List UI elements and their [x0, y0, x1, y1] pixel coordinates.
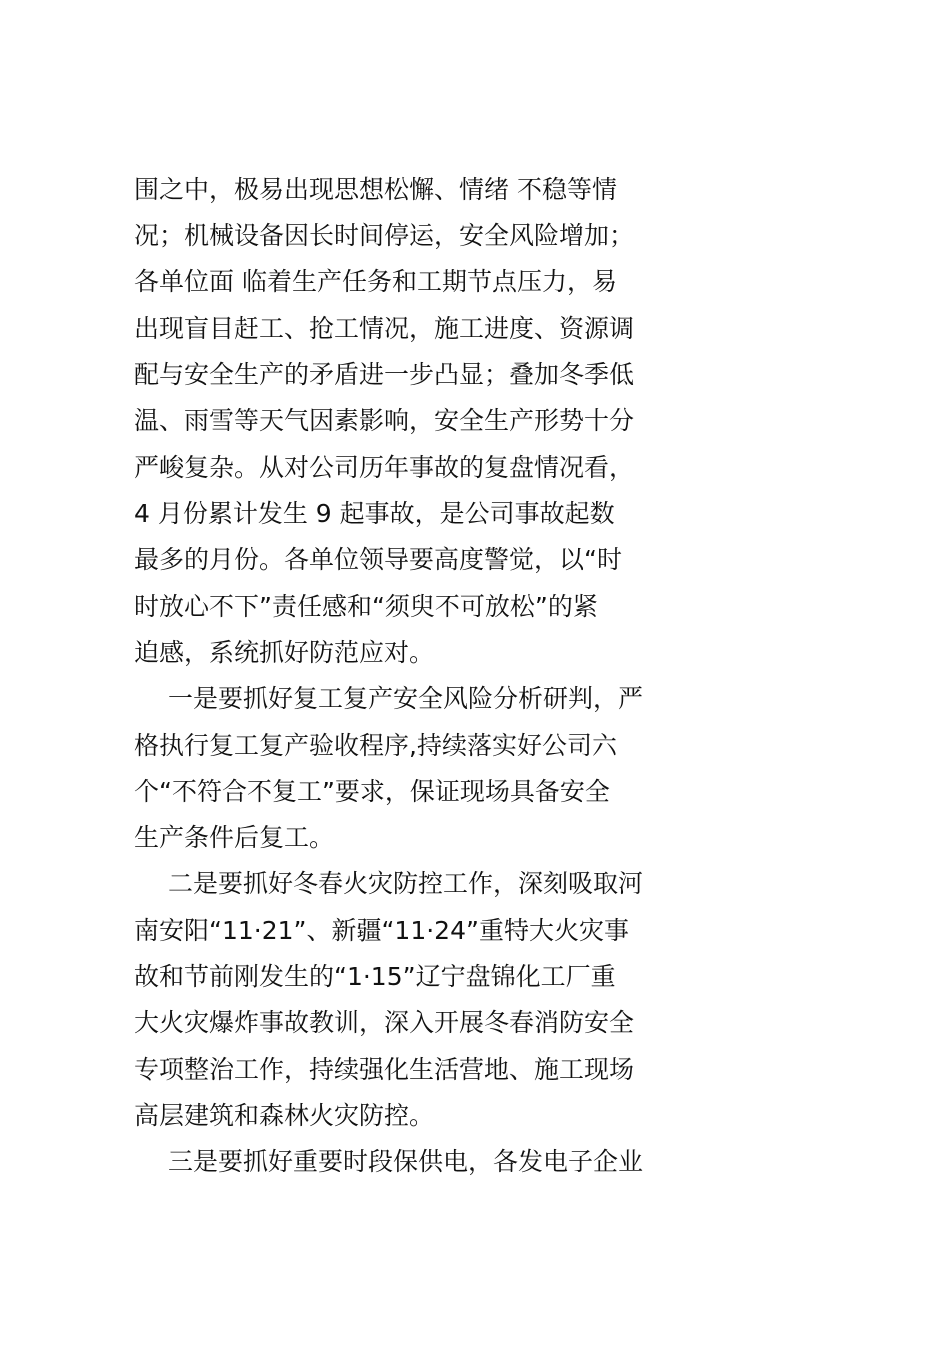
paragraph-line: 生产条件后复工。: [134, 823, 335, 852]
paragraph-line: 4 月份累计发生 9 起事故，是公司事故起数: [134, 499, 615, 528]
paragraph-line: 专项整治工作，持续强化生活营地、施工现场: [134, 1055, 635, 1084]
paragraph-first-line: 二是要抓好冬春火灾防控工作，深刻吸取河: [168, 869, 644, 898]
paragraph-line: 迫感，系统抓好防范应对。: [134, 638, 435, 667]
paragraph-line: 围之中，极易出现思想松懈、情绪 不稳等情: [134, 175, 617, 204]
paragraph-line: 个“不符合不复工”要求，保证现场具备安全: [134, 777, 610, 806]
paragraph-line: 严峻复杂。从对公司历年事故的复盘情况看，: [134, 453, 635, 482]
paragraph-line: 格执行复工复产验收程序,持续落实好公司六: [134, 731, 617, 760]
paragraph-line: 时放心不下”责任感和“须臾不可放松”的紧: [134, 592, 598, 621]
paragraph-line: 出现盲目赶工、抢工情况，施工进度、资源调: [134, 314, 635, 343]
paragraph-line: 大火灾爆炸事故教训，深入开展冬春消防安全: [134, 1008, 635, 1037]
paragraph-first-line: 一是要抓好复工复产安全风险分析研判，严: [168, 684, 644, 713]
paragraph-line: 南安阳“11·21”、新疆“11·24”重特大火灾事: [134, 916, 629, 945]
paragraph-line: 况；机械设备因长时间停运，安全风险增加；: [134, 221, 635, 250]
paragraph-first-line: 三是要抓好重要时段保供电，各发电子企业: [168, 1147, 644, 1176]
paragraph-line: 配与安全生产的矛盾进一步凸显；叠加冬季低: [134, 360, 635, 389]
paragraph-line: 各单位面 临着生产任务和工期节点压力，易: [134, 267, 617, 296]
paragraph-line: 高层建筑和森林火灾防控。: [134, 1101, 435, 1130]
paragraph-line: 最多的月份。各单位领导要高度警觉，以“时: [134, 545, 622, 574]
paragraph-line: 温、雨雪等天气因素影响，安全生产形势十分: [134, 406, 635, 435]
paragraph-line: 故和节前刚发生的“1·15”辽宁盘锦化工厂重: [134, 962, 616, 991]
